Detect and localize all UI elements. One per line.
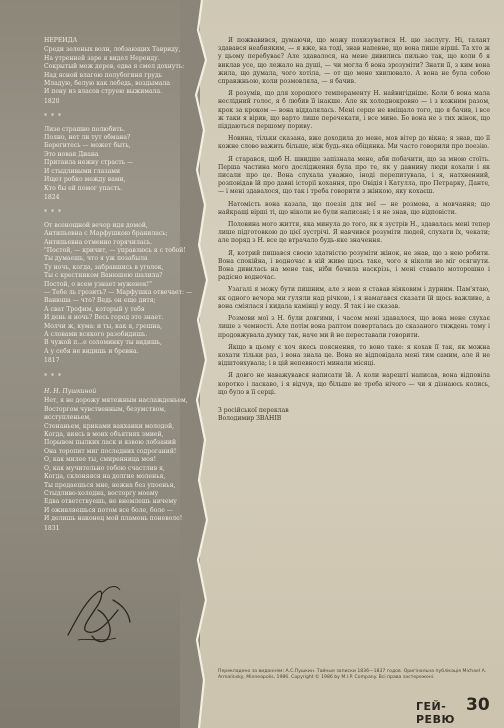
translator-name: Володимир ЗВАНІВ [218,415,282,423]
section-divider: * * * [44,113,63,121]
article-paragraph: Я розумів, що для хорошого темпераменту Н. найвигідніше. Коли б вона мала неслідний голос, я б любив її інакше. Але як холоднокровно — і з кожним разом, крок за кроком — вона віддалялась. Мені серце не вміщало того, що я бачив, і все ж таки я вірив, що варто лише перечекати, і все мине. Бо вона не з тих жінок, що піддаються першому пориву. [218,90,490,131]
article-paragraph: Узагалі я можу бути пишним, але з нею я ставав ніяковим і дурним. Пам'ятаю, як одного вечора ми гуляли над річкою, і я намагався сказати їй щось важливе, а вона сміялася і кидала камінці у воду. Я так і не сказав. [218,286,490,310]
poem-text: Среди зеленых волн, лобзающих Тавриду, На утренней заре я видел Нереиду. Сокрытый меж дерев, едва я смел дохнуть: Над ясной влагою полубогиня грудь Младую, белую как лебедь, воздымала И пену из власов струею выжимала. [44,46,185,96]
poem-year: 1817 [44,357,60,365]
article-paragraph: Натомість вона казала, що поезія для неї — не розмова, а мовчання; що найкращі вірші ті, що ніколи не були написані; і я не знав, що відповісти. [218,200,490,216]
article-paragraph: Якщо в цьому є хоч якесь пояснення, то воно таке: я кохав її так, як можна кохати тільки раз, і вона знала це. Вона не відповідала мені тим самим, але й не відштовхувала; і в цій непевності минали місяці. [218,343,490,368]
poem-title: НЕРЕИДА [44,37,78,44]
page-number: 30 [466,695,490,715]
poem-year: 1831 [44,524,60,532]
translator-credit [218,407,490,423]
section-divider: * * * [44,372,63,380]
poem-text: Нет, я не дорожу мятежным наслажденьем, Восторгом чувственным, безумством, исступленьем, Стенаньем, криками вакханки молодой, Когда, виясь в моих объятиях змией, Порывом пылких ласк и язвою лобзаний Она торопит миг последних содроганий! О, как милее ты, смиренница моя! О, как мучительно тобою счастлив я, Когда, склоняяся на долгие моленья, Ты предаешься мне, нежна без упоенья, Стыдливо-холодна, восторгу моему Едва ответствуешь, не внемлешь ничему И оживляешься потом все боле, боле — И делишь наконец мой пламень поневоле! [44,397,188,523]
poem-year: 1820 [44,97,60,105]
article-paragraph: Я пожвавився, думаючи, що можу похизуватися Н. цю заслугу. Ні, талант здавався неабияким, — я вже, на тоді, знав напевне, що вона пише вірші. Та хто ж у цьому перебуває? Але здавалося, на мене дивились пильно так, що коли б я виклав усе, що лежало на душі, — чи могла б вона зрозуміти? Знати її, з ким вона жила, що думала, чого хотіла, — от що мене хвилювало. А вона не була собою справжньою, коли розмовляла, — я бачив. [218,37,490,86]
poem-text: Лизе страшно полюбить. Полно, нет ли тут обмана? Берегитесь — может быть, Это новая Диана Притаила нежну страсть — И стыдливыми глазами Ищет робко между вами, Кто бы ей помог упасть. [44,125,134,192]
poem-dedication: Н. Н. Пушкиной [44,388,97,396]
article-paragraph: Розмови мої з Н. були довгими, і часом мені здавалося, що вона мене слухає лише з чемності. Але потім вона раптом поверталась до сказаного тиждень тому і продовжувала думку так, наче ми й не переставали говорити. [218,315,490,339]
poem-text: От всенощной вечор идя домой, Антипьевна с Марфушкою бранилась; Антипьевна отменно горячилась. "Постой, — кричит, — управлюсь я с тобой! Ты думаешь, что я уж позабыла Ту ночь, когда, забравшись в уголок, Ты с крестником Ванюшею шалила? Постой, о всем узнает муженек!" — Тебе ль грозить? — Марфушка отвечает: — Ванюша — что? Ведь он еще дитя; А сват Трофим, который у тебя И день и ночь? Весь город это знает. Молчи ж, кума: и ты, как я, грешна, А словами всякого разобидишь. В чужой п...е соломинку ты видишь, А у себя не видишь и бревна. [44,221,193,355]
article-paragraph: Я старався, щоб Н. швидше запізнала мене, аби побачити, що за мною стоїть. Перша частина мого дослідження була про те, як у давнину люди кохали і як писали про це. Вона слухала уважно, іноді перепитувала, і я, натхненний, розповідав їй про давні історії кохання, про Овідія і Катулла, про Петрарку, Данте, — і мені здавалося, що так і треба говорити з жінкою, яку кохаєш. [218,155,490,196]
left-poems-column [44,37,194,533]
magazine-brand-logo: ГЕЙ-РЕВЮ [416,700,455,726]
publication-footnote: Перекладено за виданням: А.С.Пушкин. Тайные записки 1836—1837 годов. Оригінальна публікація Michael A. Armalinsky, Minneapolis, 1986. Copyright © 1986 by M.I.P. Company. Всі права застережені. [218,669,487,680]
poem-year: 1824 [44,193,60,201]
section-divider: * * * [44,209,63,217]
article-paragraph: Половина мого життя, яка минула до того, як я зустрів Н., здавалась мені тепер лише підготовкою до цієї зустрічі. Я навчився розуміти людей, слухати їх, чекати; але поряд з Н. все це втрачало будь-яке значення. [218,221,490,245]
article-body [218,37,490,423]
article-paragraph: Я, котрий пишався своєю здатністю розуміти жінок, не знав, що з нею робити. Вона спокійна, і водночас в ній живе щось таке, чого я ніколи не міг осягнути. Вона дивилась на мене так, ніби бачила наскрізь, і мені ставало моторошно і радісно водночас. [218,249,490,282]
article-paragraph: Новина, тільки сказана, вже доходила до мене, мов вітер до вікна; я знав, що її кожне слово важить більше, ніж будь-яка обіцянка. Ми часто говорили про поезію. [218,135,490,151]
article-paragraph: Я довго не наважувався написати їй. А коли нарешті написав, вона відповіла коротко і ласкаво, і я відчув, що більше не треба нічого — чи я дізнаюсь колись, що було в її серці. [218,372,490,396]
pushkin-signature-sketch [58,580,138,650]
translator-credit-label: З російської переклав [218,406,289,414]
